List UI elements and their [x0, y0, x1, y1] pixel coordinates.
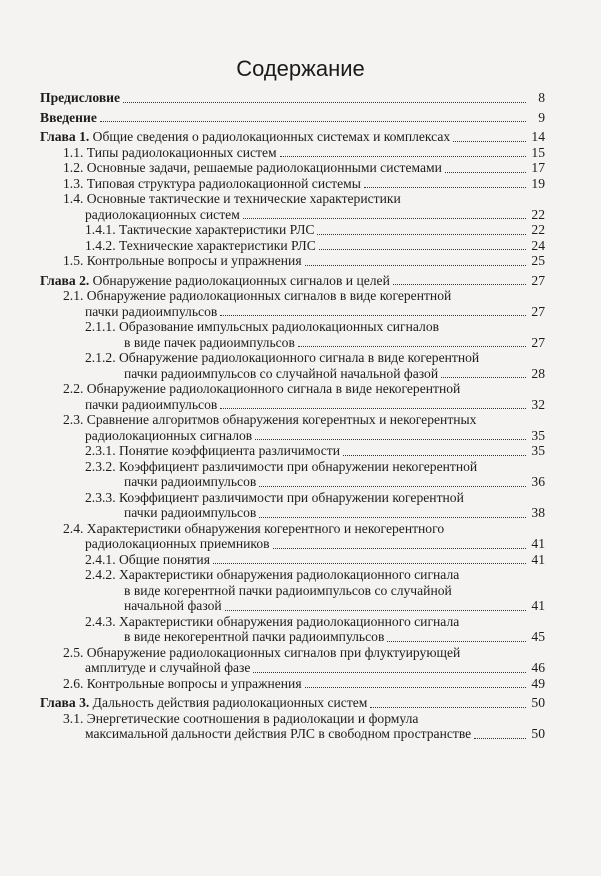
toc-entry-label: в виде пачек радиоимпульсов — [124, 334, 295, 350]
toc-entry — [40, 660, 545, 676]
toc-page-number: 28 — [531, 365, 545, 381]
dot-leader — [298, 346, 526, 347]
toc-entry — [40, 536, 545, 552]
toc-page-number: 41 — [531, 536, 545, 551]
toc-entry-label: радиолокационных систем — [85, 206, 240, 222]
toc-entry-label: 2.1.2. Обнаружение радиолокационного сигнала в виде когерентной — [85, 350, 480, 365]
toc-entry — [40, 145, 545, 161]
toc-entry-label: 2.3. Сравнение алгоритмов обнаружения когерентных и некогерентных — [63, 412, 477, 427]
toc-entry — [40, 366, 545, 382]
toc-entry — [40, 222, 545, 238]
toc-entry-label: 2.1. Обнаружение радиолокационных сигналов в виде когерентной — [63, 288, 452, 303]
toc-entry-label: Глава 3. Дальность действия радиолокационных систем — [40, 695, 368, 710]
toc-entry-label: 2.6. Контрольные вопросы и упражнения — [63, 675, 302, 691]
toc-page-number: 9 — [538, 109, 545, 125]
toc-entry-label: Глава 2. Обнаружение радиолокационных сигналов и целей — [40, 272, 390, 288]
toc-entry-label: амплитуде и случайной фазе — [85, 660, 251, 675]
toc-entry-label: 1.3. Типовая структура радиолокационной системы — [63, 175, 361, 191]
dot-leader — [343, 455, 526, 456]
dot-leader — [364, 187, 526, 188]
toc-entry-label: 1.5. Контрольные вопросы и упражнения — [63, 253, 302, 268]
toc-entry-label: 2.4. Характеристики обнаружения когерентного и некогерентного — [63, 520, 445, 536]
dot-leader — [100, 121, 526, 122]
toc-page-number: 22 — [531, 222, 545, 237]
toc-entry — [40, 160, 545, 176]
toc-entry — [40, 253, 545, 269]
dot-leader — [259, 517, 526, 518]
dot-leader — [387, 641, 526, 642]
toc-entry — [40, 273, 545, 289]
dot-leader — [255, 439, 526, 440]
toc-entry-label: пачки радиоимпульсов — [124, 505, 257, 520]
toc-entry-label: Глава 1. Общие сведения о радиолокационных системах и комплексах — [40, 129, 451, 144]
toc-entry-label: 2.4.2. Характеристики обнаружения радиолокационного сигнала — [85, 567, 460, 582]
toc-entry — [40, 505, 545, 521]
toc-page-number: 36 — [531, 474, 545, 489]
toc-page-number: 19 — [531, 175, 545, 191]
toc-entry-label: радиолокационных сигналов — [85, 427, 253, 443]
dot-leader — [453, 141, 526, 142]
toc-entry-line — [40, 645, 545, 661]
toc-entry-label: 2.3.3. Коэффициент различимости при обнаружении когерентной — [85, 489, 464, 505]
toc-entry — [40, 129, 545, 145]
toc-entry-label: пачки радиоимпульсов — [85, 303, 218, 319]
toc-page-number: 50 — [531, 726, 545, 741]
toc-page-number: 8 — [538, 90, 545, 105]
dot-leader — [370, 707, 526, 708]
toc-page-number: 27 — [531, 334, 545, 350]
toc-page-number: 35 — [531, 443, 545, 458]
toc-entry — [40, 726, 545, 742]
dot-leader — [280, 156, 526, 157]
toc-entry-label: 3.1. Энергетические соотношения в радиолокации и формула — [63, 710, 419, 726]
toc-entry-line — [40, 490, 545, 506]
dot-leader — [220, 315, 526, 316]
dot-leader — [213, 563, 526, 564]
toc-entry-line — [40, 459, 545, 475]
toc-page-number: 50 — [531, 695, 545, 710]
chapter-number: Глава 3. — [40, 695, 90, 710]
dot-leader — [393, 284, 526, 285]
toc-entry-label: 2.3.1. Понятие коэффициента различимости — [85, 443, 340, 458]
toc-entry-label: пачки радиоимпульсов — [85, 396, 218, 412]
toc-entry — [40, 443, 545, 459]
toc-page-number: 14 — [531, 129, 545, 144]
toc-entry-label: 1.4. Основные тактические и технические характеристики — [63, 191, 401, 206]
toc-entry — [40, 304, 545, 320]
toc-entry — [40, 335, 545, 351]
toc-entry — [40, 428, 545, 444]
toc-entry-label: 2.1.1. Образование импульсных радиолокационных сигналов — [85, 319, 440, 334]
toc-entry — [40, 474, 545, 490]
dot-leader — [123, 102, 526, 103]
dot-leader — [305, 687, 526, 688]
toc-entry-label: Предисловие — [40, 90, 121, 105]
toc-page-number: 46 — [531, 660, 545, 675]
toc-entry-label: пачки радиоимпульсов со случайной начальной фазой — [124, 365, 439, 381]
dot-leader — [474, 738, 526, 739]
toc-page-number: 27 — [531, 272, 545, 288]
dot-leader — [259, 486, 526, 487]
toc-entry-line — [40, 191, 545, 207]
dot-leader — [445, 172, 526, 173]
toc-entry-label: начальной фазой — [124, 598, 222, 613]
toc-page-number: 35 — [531, 427, 545, 443]
dot-leader — [441, 377, 526, 378]
toc-entry-label: 1.4.2. Технические характеристики РЛС — [85, 237, 316, 253]
toc-entry-label: 2.5. Обнаружение радиолокационных сигналов при флуктуирующей — [63, 644, 461, 660]
toc-page-number: 24 — [531, 237, 545, 253]
toc-entry-label: 1.4.1. Тактические характеристики РЛС — [85, 222, 315, 237]
table-of-contents — [40, 90, 545, 742]
toc-entry — [40, 110, 545, 126]
toc-entry — [40, 598, 545, 614]
toc-page-number: 15 — [531, 144, 545, 160]
toc-entry — [40, 207, 545, 223]
toc-entry-label: в виде некогерентной пачки радиоимпульсов — [124, 629, 385, 644]
toc-entry-line — [40, 288, 545, 304]
toc-entry-label: 2.3.2. Коэффициент различимости при обнаружении некогерентной — [85, 458, 478, 474]
toc-entry-line — [40, 412, 545, 428]
chapter-number: Глава 1. — [40, 129, 90, 144]
dot-leader — [253, 672, 526, 673]
toc-entry — [40, 695, 545, 711]
toc-entry — [40, 90, 545, 106]
toc-entry — [40, 397, 545, 413]
dot-leader — [317, 234, 526, 235]
chapter-number: Глава 2. — [40, 272, 90, 288]
toc-entry-label: 2.4.3. Характеристики обнаружения радиолокационного сигнала — [85, 613, 460, 629]
toc-page-number: 22 — [531, 206, 545, 222]
toc-page-number: 32 — [531, 396, 545, 412]
toc-entry-line — [40, 319, 545, 335]
dot-leader — [220, 408, 526, 409]
dot-leader — [243, 218, 526, 219]
toc-page-number: 17 — [531, 160, 545, 175]
toc-page-number: 45 — [531, 629, 545, 644]
toc-entry — [40, 238, 545, 254]
toc-entry-label: Введение — [40, 109, 97, 125]
dot-leader — [273, 548, 526, 549]
toc-entry-line — [40, 711, 545, 727]
dot-leader — [305, 265, 526, 266]
toc-entry-line — [40, 521, 545, 537]
dot-leader — [319, 249, 526, 250]
toc-page-number: 27 — [531, 303, 545, 319]
toc-entry-label: максимальной дальности действия РЛС в свободном пространстве — [85, 726, 472, 741]
toc-entry-line — [40, 567, 545, 583]
toc-entry-label: 1.1. Типы радиолокационных систем — [63, 144, 277, 160]
dot-leader — [225, 610, 526, 611]
toc-entry-label: 2.2. Обнаружение радиолокационного сигнала в виде некогерентной — [63, 381, 461, 396]
toc-entry-label: 1.2. Основные задачи, решаемые радиолокационными системами — [63, 160, 442, 175]
page-title: Содержание — [236, 56, 365, 81]
toc-entry-line — [40, 583, 545, 599]
toc-entry-line — [40, 381, 545, 397]
toc-entry — [40, 176, 545, 192]
toc-entry — [40, 629, 545, 645]
toc-entry-line — [40, 350, 545, 366]
toc-page-number: 41 — [531, 551, 545, 567]
toc-page-number: 38 — [531, 505, 545, 520]
toc-page-number: 25 — [531, 253, 545, 268]
toc-entry — [40, 552, 545, 568]
toc-entry-label: 2.4.1. Общие понятия — [85, 551, 210, 567]
toc-entry-line — [40, 614, 545, 630]
toc-entry-label: в виде когерентной пачки радиоимпульсов со случайной — [124, 582, 452, 598]
toc-entry-label: пачки радиоимпульсов — [124, 474, 257, 489]
toc-page-number: 49 — [531, 675, 545, 691]
toc-page-number: 41 — [531, 598, 545, 613]
toc-entry-label: радиолокационных приемников — [85, 536, 270, 551]
toc-entry — [40, 676, 545, 692]
